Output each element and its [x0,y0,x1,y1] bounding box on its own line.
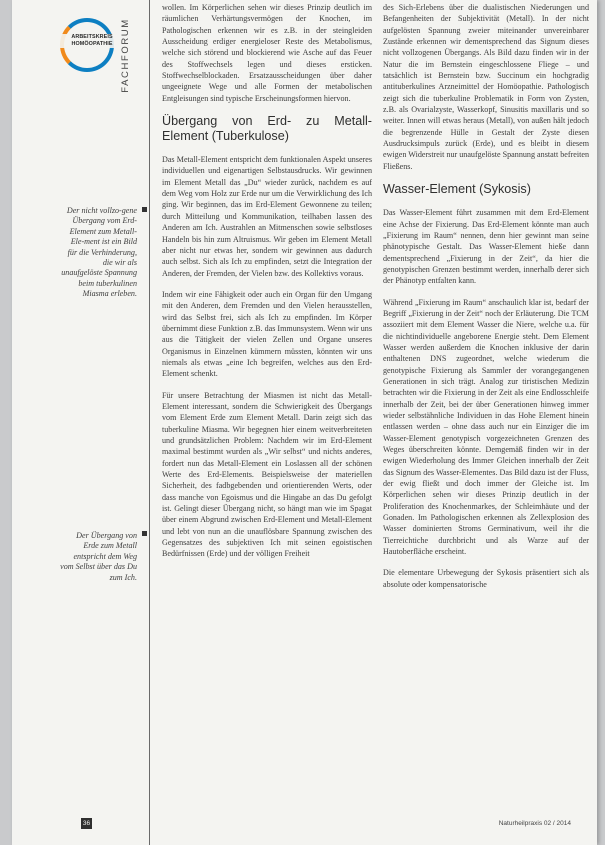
paragraph: Indem wir eine Fähigkeit oder auch ein Organ für den Umgang mit den Anderen, dem Fremden und den Vielen herausstellen, wird das Selbst frei, sich als Ich zu empfinden. Im Körper übernimmt diese Funktion z.B. das Immunsystem. Wenn wir uns aus die Tätigkeit der vielen Zellen und Organe unseres Organismus in Einzelnen kümmern müssten, könnten wir uns niemals als etwas „eine Ich begreifen, welches aus den Erd-Element schenkt. [162,289,372,379]
page-number: 36 [82,820,91,827]
paragraph: Das Metall-Element entspricht dem funktionalen Aspekt unseres individuellen und eigenartigen Selbstausdrucks. Wir gewinnen im Element Metall das „Du“ wieder zurück, nachdem es auf dem Weg vom Holz zur Erde nur um die Verwirklichung des Ich ging. Wir beginnen, das im Erd-Element Gewonnene zu teilen; durch Mitteilung und Kommunikation, teilhaben lassen des Anderen am Ich. Austrahlen an Mitmenschen sowie selbstloses Handeln bis hin zum Altruismus. Wir geben im Element Metall aber nicht nur etwas her, sondern wir gewinnen aus dadurch auch selbst. Sich als Ich zu empfinden, setzt die Integration der Anderen, der Fremden, der Vielen bzw. des Kollektivs voraus. [162,155,372,278]
page [12,0,597,845]
margin-note-earth-metal: Der Übergang von Erde zum Metall entspricht dem Weg vom Selbst über das Du zum Ich. [60,531,137,582]
paragraph: wollen. Im Körperlichen sehen wir dieses Prinzip deutlich im räumlichen Verhärtungsvermögen der Knochen, im Pathologischen erkennen wir es z.B. in der steingleiden Ausscheidung erdiger energieloser Reste des Metabolismus, welche sich störend und blockierend wie Asche auf das Feuer des Stoffwechsels legen und dieses ersticken. Stoffwechselblockaden. Ersatzausscheidungen über daher ungeeignete Wege und alle Formen der metabolischen Entgleisungen sind typische Erscheinungsformen hiervon. [162,3,372,103]
margin-note-tuberculosis: Der nicht vollzo-gene Übergang vom Erd-Element zum Metall-Ele-ment ist ein Bild für die Verhinderung, die wir als unaufgelöste Spannung beim tuberkulinen Miasma erleben. [61,206,137,299]
margin-rule [149,0,150,845]
paragraph: Die elementare Urbewegung der Sykosis präsentiert sich als absolute oder kompensatorische [383,568,589,589]
section-label-container [116,18,136,98]
logo [60,18,118,76]
paragraph: Während „Fixierung im Raum“ anschaulich klar ist, bedarf der Begriff „Fixierung in der Zeit“ noch der Erläuterung. Die TCM assoziiert mit dem Element Wasser die Niere, welche u.a. für die nichtindividuelle angeborene Energie steht. Dem Element Wasser werden außerdem die Knochen inklusive der darin enthaltenen DNS zugeordnet, welche wiederum die genotypische Fixierung als Sammler der vorangegangenen Generationen in sich trägt. Analog zur tiristischen Medizin betrachten wir die Fixierung in der Zeit als eine Endlosschleife innerhalb der Zeit, bei der über Generationen hinweg immer wieder selbstähnliche Individuen in das Hohe Element hinein entlassen werden – ohne dass auch nur ein Einziger die im Wasser-Element genotypisch vorgezeichneten Grenzen des Weges überschreiten könnte. Demgemäß finden wir in der ewigen Wiederholung des Immer Gleichen innerhalb der Zeit das Signum des Wasser-Elementes. Das Bild dazu ist der Fluss, der ewig fließt und doch immer der Gleiche ist. Im Körperlichen sehen wir dieses Prinzip deutlich in der Proliferation des Knochenmarkes, der Schleimhäute und der Gonaden. Im Pathologischen erkennen als Zellexplosion des Wasser dominierten Stroms Germinativum, weil ihr die Tierreichtiche durchbricht und als Warze auf der Hautoberfläche erscheint. [383,297,589,557]
text-column-right [383,2,589,600]
margin-note-bullet-icon [142,531,147,536]
margin-note-bullet-icon [142,207,147,212]
section-label: FACHFORUM [119,18,131,93]
journal-footer: Naturheilpraxis 02 / 2014 [498,820,571,827]
logo-text: ARBEITSKREIS HOMÖOPATHIE [60,34,124,48]
paragraph: des Sich-Erlebens über die dualistischen Niederungen und Befangenheiten der Subjektivität (Metall). In der nicht aufgelösten Spannung zweier miteinander unvereinbarer Zustände erkennen wir dementsprechend das Signum dieses nicht vollzogenen Übergangs. Als Bild dazu finden wir in der Natur die im Bernstein eingeschlossene Fliege – und tatsächlich ist Bernstein bzw. Succinum ein hochgradig antituberkulines Arzneimittel der Homöopathie. Pathologisch zeigt sich die tuberkuline Problematik in Form von Zysten, z.B. als Ovarialzyste, Wasserkopf, Sinusitis maxillaris und so weiter. Innen will etwas heraus (Metall), von außen hält jedoch die begrenzende Hülle in Gestalt der Zyste diesen Ausdrucksimpuls zurück (Erde), und es bleibt in diesem ewigen Widerstreit nur unaufgelöste Spannung anstatt befreiten Fließens. [383,3,589,171]
section-heading-sycosis: Wasser-Element (Sykosis) [383,182,531,197]
text-column-left [162,2,372,570]
section-heading-tuberculosis: Übergang von Erd- zu Metall-Element (Tuberkulose) [162,114,372,144]
paragraph: Das Wasser-Element führt zusammen mit dem Erd-Element eine Achse der Fixierung. Das Erd-Element könnte man auch „Fixierung im Raum“ nennen, denn hier gewinnt man seine phänotypische Gestalt. Das Wasser-Element hieße dann dementsprechend „Fixierung in der Zeit“, da hier die genotypischen Grenzen bestimmt werden, innerhalb derer sich der Phänotyp entfalten kann. [383,208,589,286]
paragraph: Für unsere Betrachtung der Miasmen ist nicht das Metall-Element interessant, sondern die Schwierigkeit des Übergangs vom Element Erde zum Element Metall. Darin zeigt sich das tuberkuline Miasma. Wir begegnen hier einem weitverbreiteten und grundsätzlichen Problem: Nachdem wir im Erd-Element maximal bestimmt wurden als „Wir selbst“ und nichts anderes, fordert nun das Metall-Element ein Loslassen all der schönen Werte des Erd-Elements. Beispielsweise der materiellen Sicherheit, des fadbgebenden und orientierenden Werts, oder dass manche von Egoismus und die Hingabe an das Du gefolgt ist. Gelingt dieser Übergang nicht, so hängt man wie im Spagat über einem Abgrund zwischen Erd-Element und Metall-Element und lebt von nun an die unauflösbare Spannung zwischen des Gegensatzes des subjektiven Ich mit seinen egoistischen Bedürfnissen (Erde) und der völligen Freiheit [162,390,372,559]
